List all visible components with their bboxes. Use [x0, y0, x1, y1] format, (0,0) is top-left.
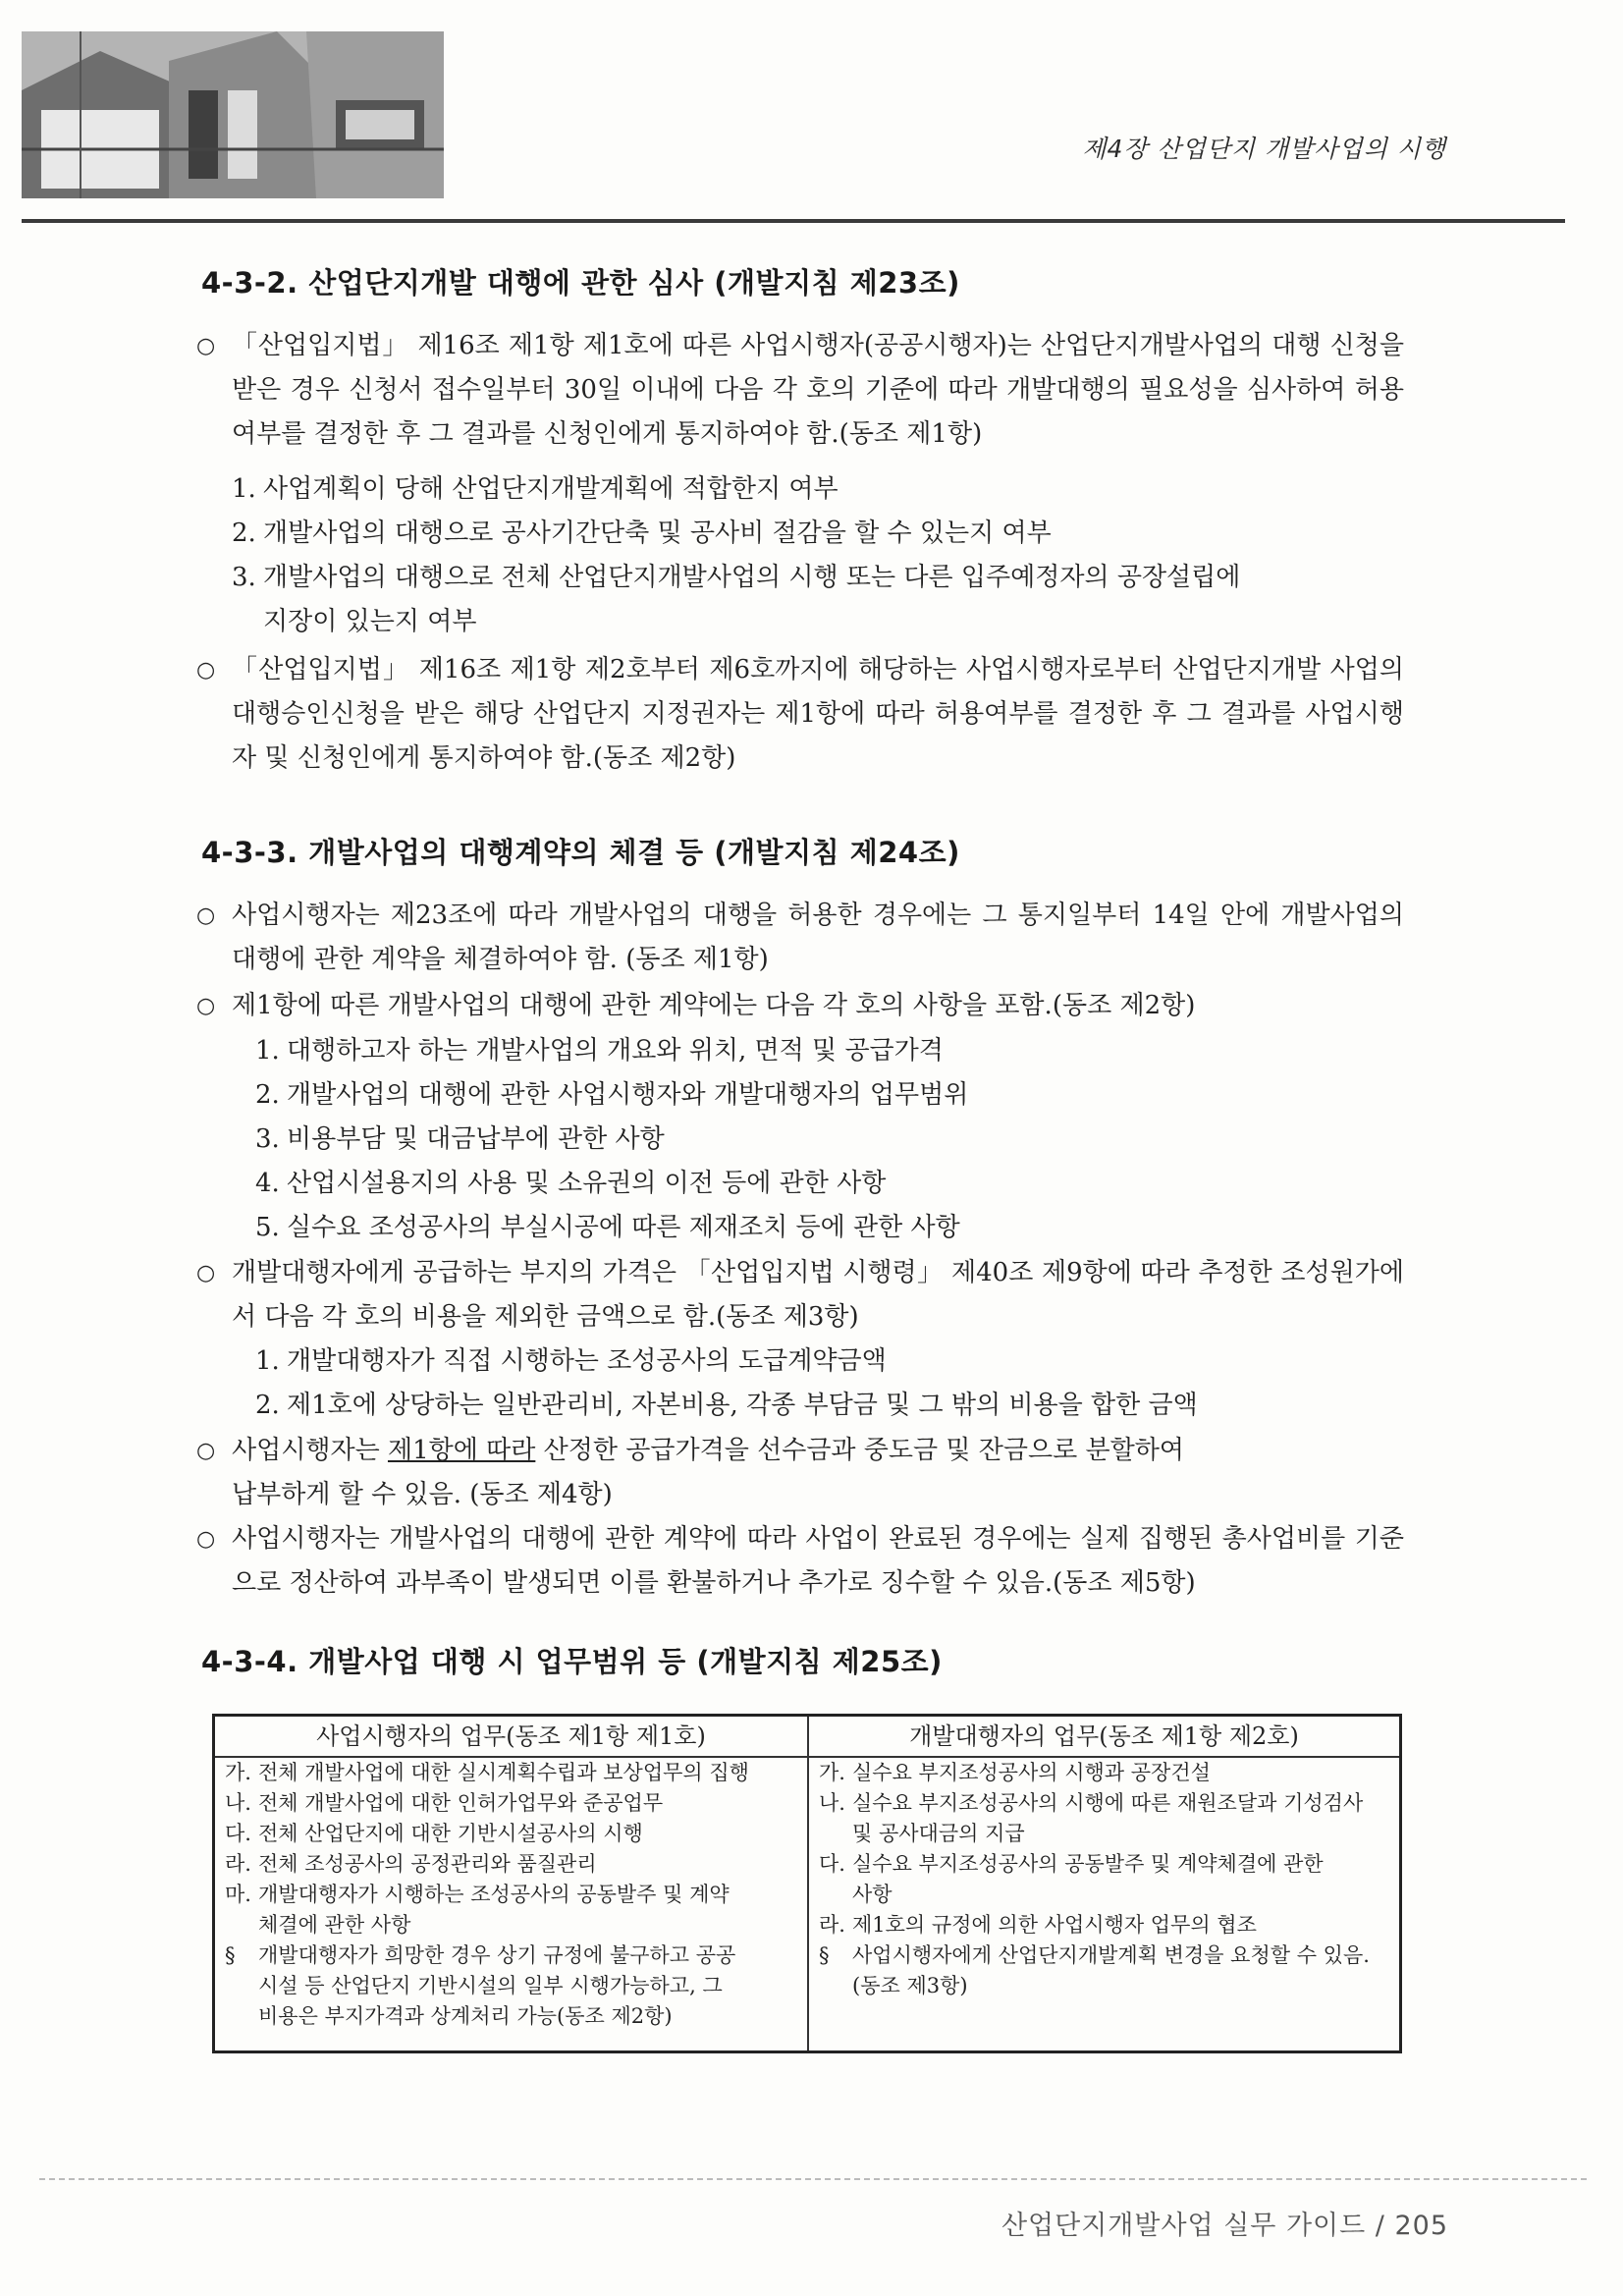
list-item: [232, 512, 1400, 556]
row-mark: 나.: [819, 1791, 845, 1815]
item-text: 산업시설용지의 사용 및 소유권의 이전 등에 관한 사항: [287, 1169, 887, 1198]
row-text: 전체 개발사업에 대한 인허가업무와 준공업무: [258, 1791, 664, 1815]
table-row: [809, 1758, 1399, 1788]
row-text: 실수요 부지조성공사의 시행과 공장건설: [852, 1761, 1211, 1784]
table-row: [215, 1788, 807, 1819]
paragraph: [196, 648, 1404, 781]
item-number: 3.: [255, 1124, 280, 1154]
row-text: 전체 개발사업에 대한 실시계획수립과 보상업무의 집행: [258, 1761, 749, 1784]
table-header-operator: 사업시행자의 업무(동조 제1항 제1호): [215, 1717, 807, 1758]
bullet-marker: ○: [196, 1527, 216, 1552]
header-divider: [22, 219, 1565, 223]
row-text-continued: 시설 등 산업단지 기반시설의 일부 시행가능하고, 그: [258, 1974, 723, 1997]
item-text: 대행하고자 하는 개발사업의 개요와 위치, 면적 및 공급가격: [287, 1036, 944, 1066]
paragraph: [196, 894, 1404, 982]
row-mark: §: [225, 1943, 236, 1967]
paragraph: [196, 984, 1404, 1028]
row-text-continued: (동조 제3항): [852, 1974, 968, 1997]
table-row: [215, 1880, 807, 1941]
paragraph-text: 「산업입지법」 제16조 제1항 제2호부터 제6호까지에 해당하는 사업시행자로부터 산업단지개발 사업의 대행승인신청을 받은 해당 산업단지 지정권자는 제1항에 따라 허용여부를 결정한 후 그 결과를 사업시행자 및 신청인에게 통지하여야 함.(동조 제2항): [232, 655, 1404, 773]
list-item: [255, 1029, 1424, 1073]
row-mark: 라.: [819, 1913, 845, 1937]
paragraph-text: [232, 1429, 1404, 1517]
table-row: [215, 1819, 807, 1849]
paragraph: [196, 1517, 1404, 1606]
table-row: [809, 1941, 1399, 2001]
paragraph: [196, 1429, 1404, 1517]
text-segment: 사업시행자는: [232, 1436, 388, 1465]
item-text: 개발사업의 대행으로 공사기간단축 및 공사비 절감을 할 수 있는지 여부: [263, 519, 1052, 548]
row-text: 개발대행자가 희망한 경우 상기 규정에 불구하고 공공: [258, 1943, 736, 1967]
row-text: 실수요 부지조성공사의 공동발주 및 계약체결에 관한: [852, 1852, 1324, 1876]
list-item: [255, 1206, 1424, 1250]
item-text: 비용부담 및 대금납부에 관한 사항: [287, 1124, 665, 1154]
bullet-marker: ○: [196, 1261, 216, 1285]
row-text: 개발대행자가 시행하는 조성공사의 공동발주 및 계약: [258, 1883, 730, 1906]
row-mark: 다.: [225, 1822, 251, 1845]
row-mark: 가.: [819, 1761, 845, 1784]
row-mark: §: [819, 1943, 830, 1967]
list-item: [255, 1384, 1424, 1428]
table-row: [215, 1758, 807, 1788]
list-item: [232, 556, 1400, 644]
underlined-reference: 제1항에 따라: [387, 1436, 536, 1465]
row-text-continued: 비용은 부지가격과 상계처리 가능(동조 제2항): [258, 2004, 673, 2028]
row-text: 실수요 부지조성공사의 시행에 따른 재원조달과 기성검사: [852, 1791, 1364, 1815]
duties-table: [212, 1714, 1402, 2053]
bullet-marker: ○: [196, 903, 216, 928]
paragraph-text: 제1항에 따른 개발사업의 대행에 관한 계약에는 다음 각 호의 사항을 포함.(동조 제2항): [232, 991, 1196, 1020]
row-text: 전체 산업단지에 대한 기반시설공사의 시행: [258, 1822, 643, 1845]
text-segment: 산정한 공급가격을 선수금과 중도금 및 잔금으로 분할하여: [535, 1436, 1184, 1465]
row-text: 전체 조성공사의 공정관리와 품질관리: [258, 1852, 597, 1876]
table-row: [809, 1788, 1399, 1849]
item-number: 3.: [232, 563, 256, 592]
section-heading-4-3-4: 4-3-4. 개발사업 대행 시 업무범위 등 (개발지침 제25조): [201, 1645, 943, 1678]
item-number: 2.: [255, 1391, 280, 1420]
row-mark: 다.: [819, 1852, 845, 1876]
list-item: [255, 1073, 1424, 1118]
bullet-marker: ○: [196, 994, 216, 1018]
page-footer: 산업단지개발사업 실무 가이드 / 205: [1001, 2211, 1448, 2241]
section-heading-4-3-3: 4-3-3. 개발사업의 대행계약의 체결 등 (개발지침 제24조): [201, 836, 960, 869]
paragraph-text: 사업시행자는 제23조에 따라 개발사업의 대행을 허용한 경우에는 그 통지일부터 14일 안에 개발사업의 대행에 관한 계약을 체결하여야 함. (동조 제1항): [232, 901, 1404, 974]
row-mark: 라.: [225, 1852, 251, 1876]
text-segment: 납부하게 할 수 있음. (동조 제4항): [232, 1480, 613, 1509]
item-number: 1.: [232, 474, 256, 504]
item-text: 개발사업의 대행에 관한 사업시행자와 개발대행자의 업무범위: [287, 1080, 969, 1110]
item-number: 2.: [232, 519, 256, 548]
paragraph-text: 「산업입지법」 제16조 제1항 제1호에 따른 사업시행자(공공시행자)는 산업단지개발사업의 대행 신청을 받은 경우 신청서 접수일부터 30일 이내에 다음 각 호의 기준에 따라 개발대행의 필요성을 심사하여 허용여부를 결정한 후 그 결과를 신청인에게 통지하여야 함.(동조 제1항): [232, 331, 1404, 449]
paragraph: [196, 324, 1404, 457]
row-mark: 나.: [225, 1791, 251, 1815]
footer-divider: [39, 2178, 1591, 2180]
header-photo: [22, 31, 444, 198]
row-text-continued: 체결에 관한 사항: [258, 1913, 411, 1937]
list-item: [255, 1162, 1424, 1206]
section-heading-4-3-2: 4-3-2. 산업단지개발 대행에 관한 심사 (개발지침 제23조): [201, 266, 960, 300]
row-mark: 가.: [225, 1761, 251, 1784]
table-header-agent: 개발대행자의 업무(동조 제1항 제2호): [809, 1717, 1399, 1758]
table-row: [215, 1941, 807, 2032]
item-number: 1.: [255, 1346, 280, 1376]
item-text: 개발대행자가 직접 시행하는 조성공사의 도급계약금액: [287, 1346, 887, 1376]
table-column-agent: [809, 1717, 1399, 2050]
item-text: 제1호에 상당하는 일반관리비, 자본비용, 각종 부담금 및 그 밖의 비용을 합한 금액: [287, 1391, 1198, 1420]
table-column-operator: [215, 1717, 809, 2050]
bullet-marker: ○: [196, 658, 216, 683]
row-text: 사업시행자에게 산업단지개발계획 변경을 요청할 수 있음.: [852, 1943, 1370, 1967]
item-text: 개발사업의 대행으로 전체 산업단지개발사업의 시행 또는 다른 입주예정자의 공장설립에: [263, 563, 1241, 592]
bullet-marker: ○: [196, 334, 216, 358]
paragraph-text: 사업시행자는 개발사업의 대행에 관한 계약에 따라 사업이 완료된 경우에는 실제 집행된 총사업비를 기준으로 정산하여 과부족이 발생되면 이를 환불하거나 추가로 징수할 수 있음.(동조 제5항): [232, 1524, 1404, 1598]
row-text-continued: 사항: [852, 1883, 893, 1906]
row-text-continued: 및 공사대금의 지급: [852, 1822, 1025, 1845]
item-number: 2.: [255, 1080, 280, 1110]
item-number: 5.: [255, 1213, 280, 1242]
item-text: 사업계획이 당해 산업단지개발계획에 적합한지 여부: [263, 474, 839, 504]
row-text: 제1호의 규정에 의한 사업시행자 업무의 협조: [852, 1913, 1257, 1937]
list-item: [255, 1339, 1424, 1384]
paragraph: [196, 1251, 1404, 1339]
item-number: 4.: [255, 1169, 280, 1198]
item-text-continued: 지장이 있는지 여부: [263, 607, 477, 636]
list-item: [232, 467, 1400, 512]
bullet-marker: ○: [196, 1439, 216, 1463]
table-row: [215, 1849, 807, 1880]
item-number: 1.: [255, 1036, 280, 1066]
item-text: 실수요 조성공사의 부실시공에 따른 제재조치 등에 관한 사항: [287, 1213, 960, 1242]
row-mark: 마.: [225, 1883, 251, 1906]
chapter-title: 제4장 산업단지 개발사업의 시행: [1082, 135, 1446, 163]
paragraph-text: 개발대행자에게 공급하는 부지의 가격은 「산업입지법 시행령」 제40조 제9항에 따라 추정한 조성원가에서 다음 각 호의 비용을 제외한 금액으로 함.(동조 제3항): [232, 1258, 1404, 1332]
list-item: [255, 1118, 1424, 1162]
table-row: [809, 1849, 1399, 1910]
table-row: [809, 1910, 1399, 1941]
